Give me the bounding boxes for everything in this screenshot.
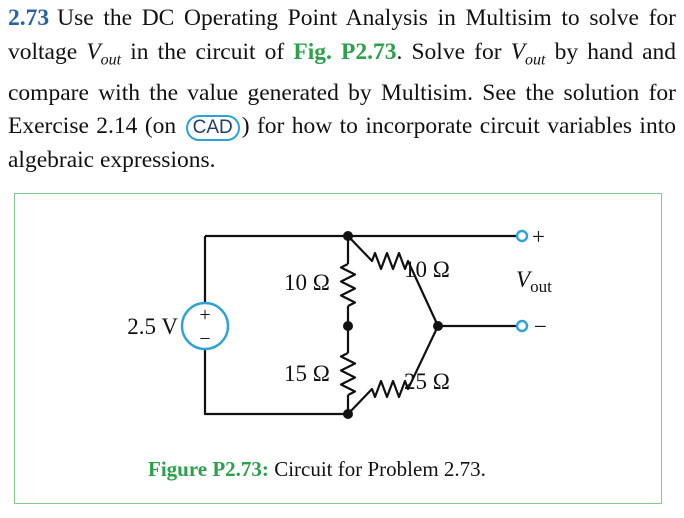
problem-number: 2.73	[8, 5, 50, 31]
terminal-plus-circle	[517, 231, 527, 241]
node-right	[433, 321, 443, 331]
figure-caption	[148, 457, 486, 482]
problem-text-c: . Solve for	[396, 38, 511, 65]
source-label: 2.5 V	[127, 314, 178, 339]
problem-text-b: in the circuit of	[121, 38, 294, 65]
resistor-10-left	[341, 264, 355, 306]
terminal-minus-circle	[517, 321, 527, 331]
caption-label: Figure P2.73:	[148, 457, 269, 481]
problem-text-d: by hand and compare with the value generated by Multisim. See the solution for Exercise 2.14 (on	[8, 38, 676, 140]
problem-text-e: ) for how to incorporate circuit variables into algebraic expressions.	[8, 113, 676, 173]
node-bottom	[343, 409, 353, 419]
label-r-bottom-left: 15 Ω	[284, 361, 330, 386]
node-middle	[343, 321, 353, 331]
vout-symbol: $V_{out}$	[86, 38, 122, 69]
figure-reference-link[interactable]: Fig. P2.73	[293, 38, 397, 65]
label-r-top-left: 10 Ω	[284, 270, 330, 295]
source-minus: −	[199, 328, 211, 350]
vout-label: $V_{out}$	[516, 267, 552, 296]
terminal-plus: +	[532, 224, 545, 249]
resistor-15-left	[341, 353, 355, 395]
cad-badge[interactable]: CAD	[186, 115, 240, 141]
caption-text: Circuit for Problem 2.73.	[274, 457, 486, 481]
node-top	[343, 231, 353, 241]
problem-text-a: Use the DC Operating Point Analysis in Multisim to solve for voltage	[8, 5, 676, 65]
terminal-minus: −	[534, 314, 547, 339]
vout-symbol-2: $V_{out}$	[510, 38, 546, 69]
label-r-bottom-right: 25 Ω	[404, 369, 450, 394]
label-r-top-right: 10 Ω	[404, 257, 450, 282]
source-plus: +	[199, 304, 211, 326]
